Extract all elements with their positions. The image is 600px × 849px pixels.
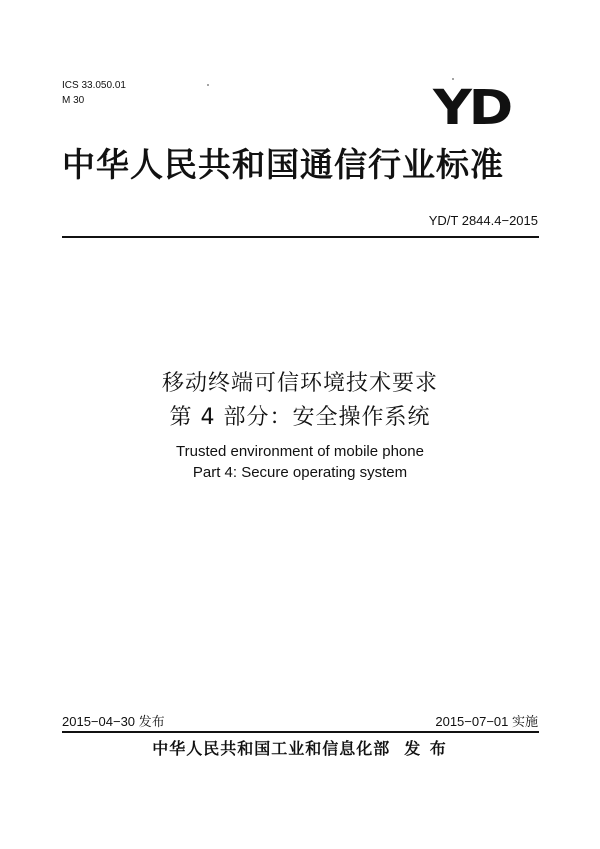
yd-logo: YD bbox=[433, 80, 510, 136]
issuer-line bbox=[0, 737, 600, 761]
issue-label: 发 布 bbox=[404, 739, 448, 758]
ics-code: ICS 33.050.01 bbox=[62, 80, 126, 91]
document-title-cn-line1: 移动终端可信环境技术要求 bbox=[161, 371, 438, 396]
category-code: M 30 bbox=[62, 95, 85, 106]
scan-speck bbox=[207, 84, 209, 86]
standard-number: YD/T 2844.4−2015 bbox=[428, 213, 538, 228]
document-title-en-line1: Trusted environment of mobile phone bbox=[176, 443, 424, 460]
publish-date: 2015−04−30 发布 bbox=[62, 714, 165, 729]
top-divider bbox=[62, 236, 539, 238]
document-title-en-line2: Part 4: Secure operating system bbox=[192, 464, 408, 481]
bottom-divider bbox=[62, 731, 539, 733]
issuing-authority: 中华人民共和国工业和信息化部 bbox=[152, 739, 391, 758]
standard-category-title: 中华人民共和国通信行业标准 bbox=[62, 145, 504, 184]
document-title-cn-line2: 第 4 部分：安全操作系统 bbox=[169, 405, 431, 430]
classification-codes bbox=[62, 78, 126, 108]
implement-date: 2015−07−01 实施 bbox=[435, 714, 538, 729]
scan-speck bbox=[452, 78, 454, 80]
